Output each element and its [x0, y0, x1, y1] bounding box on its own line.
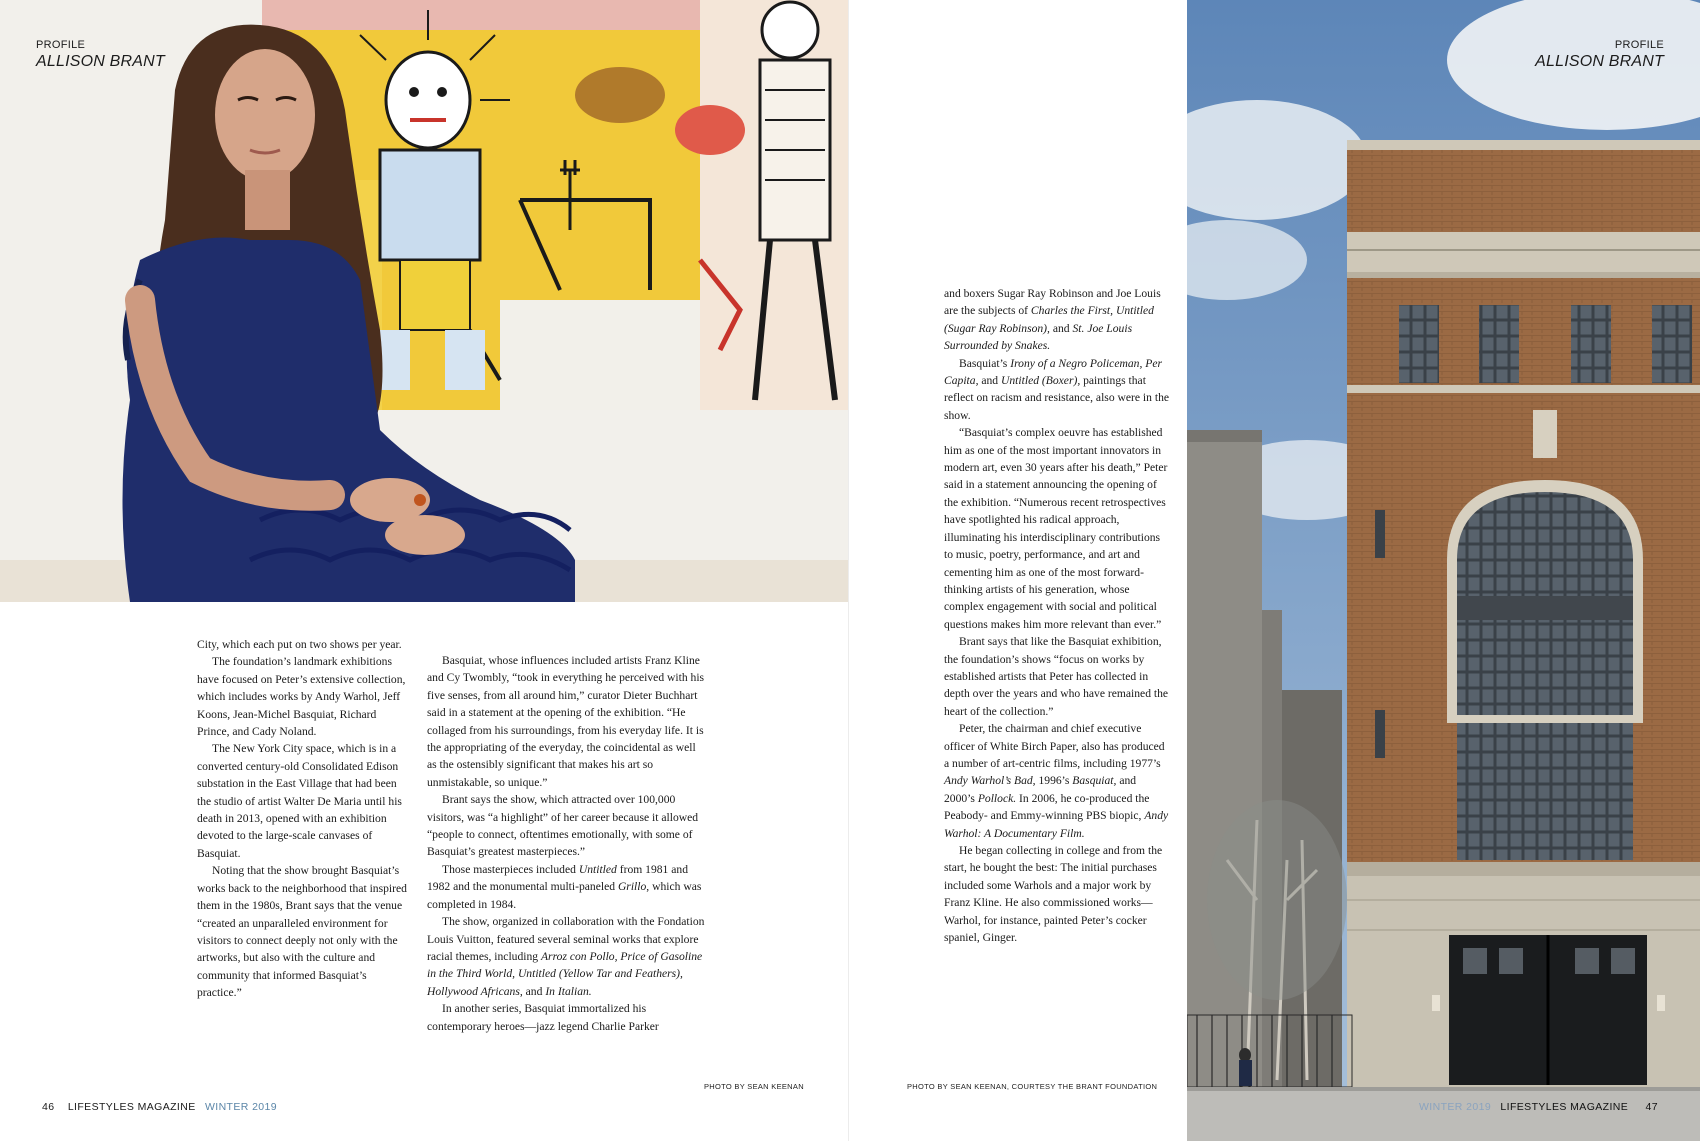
text-run: paintings that reflect on racism and resistance, also were in the show.	[944, 374, 1170, 422]
film-title: Andy Warhol’s Bad,	[944, 774, 1036, 788]
paragraph: “Basquiat’s complex oeuvre has established him as one of the most important innovators in modern art, even 30 years after his death,” Peter said in a statement announcing the opening of the exhibition. “Numerous recent retrospectives have spotlighted his radical approach, illuminating his interdisciplinary contributions to music, poetry, performance, and art and cementing him as one of the most forward-thinking artists of his generation, whose complex engagement with social and political questions makes him more relevant than ever.”	[944, 426, 1168, 631]
page-number: 47	[1645, 1101, 1658, 1113]
artwork-title: Irony of a Negro Policeman, Per Capita,	[944, 356, 1162, 388]
film-title: Basquiat,	[1072, 774, 1117, 788]
photo-credit-left: PHOTO BY SEAN KEENAN	[704, 1082, 804, 1091]
paragraph: The New York City space, which is in a converted century-old Consolidated Edison substation in the East Village that had been the studio of artist Walter De Maria until his death in 2013, opened with an exhibition devoted to the large-scale canvases of Basquiat.	[197, 742, 402, 860]
paragraph: Noting that the show brought Basquiat’s works back to the neighborhood that inspired them in the 1980s, Brant says that the venue “created an unparalleled environment for visitors to connect deeply not only with the artworks, but also with the culture and community that informed Basquiat’s practice.”	[197, 864, 407, 1000]
header-name: ALLISON BRANT	[36, 53, 165, 70]
paragraph: Basquiat, whose influences included artists Franz Kline and Cy Twombly, “took in everything he perceived with his five senses, from all around him,” curator Dieter Buchhart said in a statement at the opening of the exhibition. “He collaged from his surroundings, from his everyday life. It is the appropriating of the everyday, the coincidental as well as the ostensibly significant that makes his art so unmistakable, so unique.”	[427, 654, 705, 789]
photo-credit-right: PHOTO BY SEAN KEENAN, COURTESY THE BRANT FOUNDATION	[907, 1082, 1158, 1091]
paragraph	[944, 355, 1169, 425]
substation-building	[1347, 140, 1700, 1087]
text-run: and	[978, 374, 1002, 388]
running-head-right	[1535, 40, 1664, 70]
paragraph: Brant says that like the Basquiat exhibition, the foundation’s shows “focus on works by established artists that Peter has collected in depth over the years and who have remained the heart of the collection.”	[944, 635, 1169, 718]
portrait-photo	[0, 0, 849, 602]
running-head-left	[36, 40, 165, 70]
article-column-2	[427, 652, 707, 1035]
text-run: and boxers Sugar Ray Robinson and Joe Louis are the subjects of	[944, 287, 1161, 318]
paragraph: In another series, Basquiat immortalized his contemporary heroes—jazz legend Charlie Parker	[427, 1002, 659, 1033]
text-run: The show, organized in collaboration with the Fondation Louis Vuitton, featured several seminal works that explore racial themes, including	[427, 915, 705, 963]
text-run: and 2000’s	[944, 774, 1137, 805]
page-number: 46	[42, 1101, 55, 1113]
text-run: In 2006, he co-produced the Peabody- and Emmy-winning PBS biopic,	[944, 791, 1150, 823]
text-run: , which was completed in 1984.	[427, 880, 702, 911]
text-run: Basquiat’s	[959, 356, 1011, 370]
text-run: Those masterpieces included	[442, 862, 579, 876]
header-kicker: PROFILE	[36, 39, 86, 51]
artwork-title: Arroz con Pollo, Price of Gasoline in the Third World, Untitled (Yellow Tar and Feathers), Hollywood Africans,	[427, 949, 703, 998]
left-page	[0, 0, 849, 1141]
artwork-title: Charles the First, Untitled (Sugar Ray Robinson),	[944, 304, 1154, 335]
issue-season: WINTER 2019	[204, 1101, 278, 1113]
text-run: Peter, the chairman and chief executive officer of White Birch Paper, also has produced a number of art-centric films, including 1977’s	[944, 722, 1165, 770]
film-title: Pollock.	[977, 791, 1017, 805]
magazine-name: LIFESTYLES MAGAZINE	[1500, 1101, 1629, 1113]
paragraph: City, which each put on two shows per year.	[197, 638, 402, 651]
paragraph: He began collecting in college and from the start, he bought the best: The initial purchases included some Warhols and a major work by Franz Kline. He also commissioned works—Warhol, for instance, painted Peter’s cocker spaniel, Ginger.	[944, 844, 1163, 945]
text-run: from 1981 and 1982 and the monumental multi-paneled	[427, 862, 688, 894]
artwork-title: Untitled (Boxer),	[1001, 374, 1081, 388]
paragraph	[944, 720, 1169, 842]
paragraph: The foundation’s landmark exhibitions have focused on Peter’s extensive collection, which includes works by Andy Warhol, Jeff Koons, Jean-Michel Basquiat, Richard Prince, and Cady Noland.	[197, 655, 406, 739]
artwork-title: St. Joe Louis Surrounded by Snakes.	[944, 321, 1133, 353]
artwork-title: Grillo	[617, 880, 647, 894]
article-column-3	[944, 285, 1169, 946]
header-name: ALLISON BRANT	[1535, 53, 1664, 70]
artwork-title: Untitled	[578, 862, 617, 876]
folio-left	[42, 1101, 277, 1113]
artwork-title: In Italian.	[545, 984, 592, 998]
paragraph	[427, 913, 707, 1000]
magazine-name: LIFESTYLES MAGAZINE	[67, 1101, 196, 1113]
text-run: and	[522, 984, 546, 998]
film-title: Andy Warhol: A Documentary Film.	[944, 809, 1169, 840]
article-column-1	[197, 636, 407, 1002]
paragraph: Brant says the show, which attracted over 100,000 visitors, was “a highlight” of her career because it allowed “people to connect, oftentimes emotionally, with some of Basquiat’s greatest masterpieces.”	[427, 793, 699, 859]
paragraph	[944, 285, 1169, 355]
text-run: 1996’s	[1035, 774, 1073, 788]
issue-season: WINTER 2019	[1418, 1101, 1492, 1113]
paragraph	[427, 861, 707, 913]
text-run: and	[1049, 321, 1073, 335]
folio-right	[1419, 1101, 1658, 1113]
header-kicker: PROFILE	[1614, 39, 1664, 51]
right-page	[849, 0, 1700, 1141]
building-photo	[1187, 0, 1700, 1141]
